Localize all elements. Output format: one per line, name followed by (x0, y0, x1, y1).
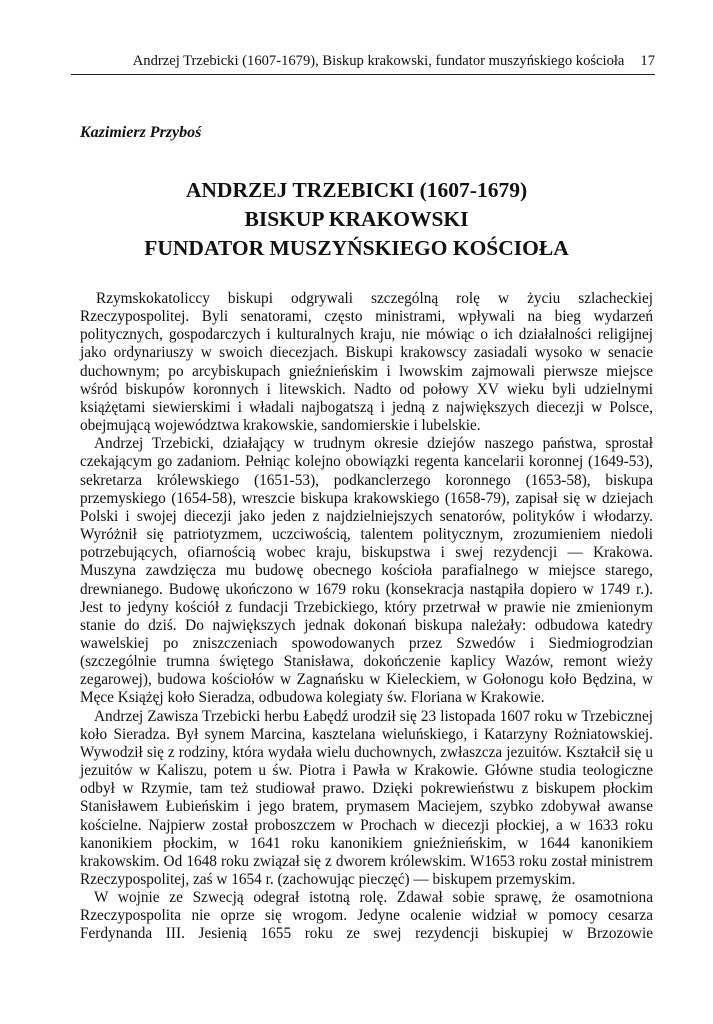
article-body (80, 290, 653, 944)
title-line: ANDRZEJ TRZEBICKI (1607-1679) (185, 178, 528, 202)
paragraph: Andrzej Zawisza Trzebicki herbu Łabędź urodził się 23 listopada 1607 roku w Trzebicznej koło Sieradza. Był synem Marcina, kasztelana wieluńskiego, i Katarzyny Rożniatowskiej. Wywodził się z rodziny, która wydała wielu duchownych, zwłaszcza jezuitów. Kształcił się u jezuitów w Kaliszu, potem u św. Piotra i Pawła w Krakowie. Główne studia teologiczne odbył w Rzymie, tam też studiował prawo. Dzięki pokrewieństwu z biskupem płockim Stanisławem Łubieńskim i jego bratem, prymasem Maciejem, szybko zdobywał awanse kościelne. Najpierw został proboszczem w Prochach w diecezji płockiej, a w 1633 roku kanonikiem płockim, w 1641 roku kanonikiem gnieźnieńskim, w 1644 kanonikiem krakowskim. Od 1648 roku związał się z dworem królewskim. W1653 roku został ministrem Rzeczypospolitej, zaś w 1654 r. (zachowując pieczęć) — biskupem przemyskim. (80, 707, 653, 888)
title-line: BISKUP KRAKOWSKI (244, 207, 469, 231)
running-title: Andrzej Trzebicki (1607-1679), Biskup krakowski, fundator muszyńskiego kościoła (132, 53, 625, 69)
page-number: 17 (640, 53, 655, 69)
paragraph: Rzymskokatoliccy biskupi odgrywali szczególną rolę w życiu szlacheckiej Rzeczypospolitej. Byli senatorami, często ministrami, wpływali na bieg wydarzeń politycznych, gospodarczych i kulturalnych kraju, nie mówiąc o ich działalności religijnej jako ordynariuszy w swoich diecezjach. Biskupi krakowscy zasiadali wysoko w senacie duchownym; po arcybiskupach gnieźnieńskim i lwowskim zajmowali pierwsze miejsce wśród biskupów koronnych i litewskich. Nadto od połowy XV wieku byli udzielnymi książętami siewierskimi i władali najbogatszą i jedną z największych diecezji w Polsce, obejmującą województwa krakowskie, sandomierskie i lubelskie. (80, 290, 653, 435)
running-header (71, 52, 655, 75)
title-line: FUNDATOR MUSZYŃSKIEGO KOŚCIOŁA (144, 236, 569, 260)
paragraph: W wojnie ze Szwecją odegrał istotną rolę. Zdawał sobie sprawę, że osamotniona Rzeczypospolita nie oprze się wrogom. Jedyne ocalenie widział w pomocy cesarza Ferdynanda III. Jesienią 1655 roku ze swej rezydencji biskupiej w Brzozowie (80, 889, 653, 943)
article-author: Kazimierz Przyboś (80, 124, 202, 141)
article-title (0, 176, 713, 263)
paragraph: Andrzej Trzebicki, działający w trudnym okresie dziejów naszego państwa, sprostał czekającym go zadaniom. Pełniąc kolejno obowiązki regenta kancelarii koronnej (1649-53), sekretarza królewskiego (1651-53), podkanclerzego koronnego (1653-58), biskupa przemyskiego (1654-58), wreszcie biskupa krakowskiego (1658-79), zapisał się w dziejach Polski i swojej diecezji jako jeden z najdzielniejszych senatorów, polityków i włodarzy. Wyróżnił się patriotyzmem, uczciwością, talentem politycznym, zrozumieniem niedoli potrzebujących, ofiarnością wobec kraju, biskupstwa i swej rezydencji — Krakowa. Muszyna zawdzięcza mu budowę obecnego kościoła parafialnego w miejsce starego, drewnianego. Budowę ukończono w 1679 roku (konsekracja nastąpiła dopiero w 1749 r.). Jest to jedyny kościół z fundacji Trzebickiego, który przetrwał w prawie nie zmienionym stanie do dziś. Do największych jednak dokonań biskupa należały: odbudowa katedry wawelskiej po zniszczeniach spowodowanych przez Szwedów i Siedmiogrodzian (szczególnie trumna świętego Stanisława, dokończenie kaplicy Wazów, remont wieży zegarowej), budowa kościołów w Zagnańsku w Kieleckiem, w Gołonogu koło Będzina, w Męce Książęj koło Sieradza, odbudowa kolegiaty św. Floriana w Krakowie. (80, 435, 653, 707)
